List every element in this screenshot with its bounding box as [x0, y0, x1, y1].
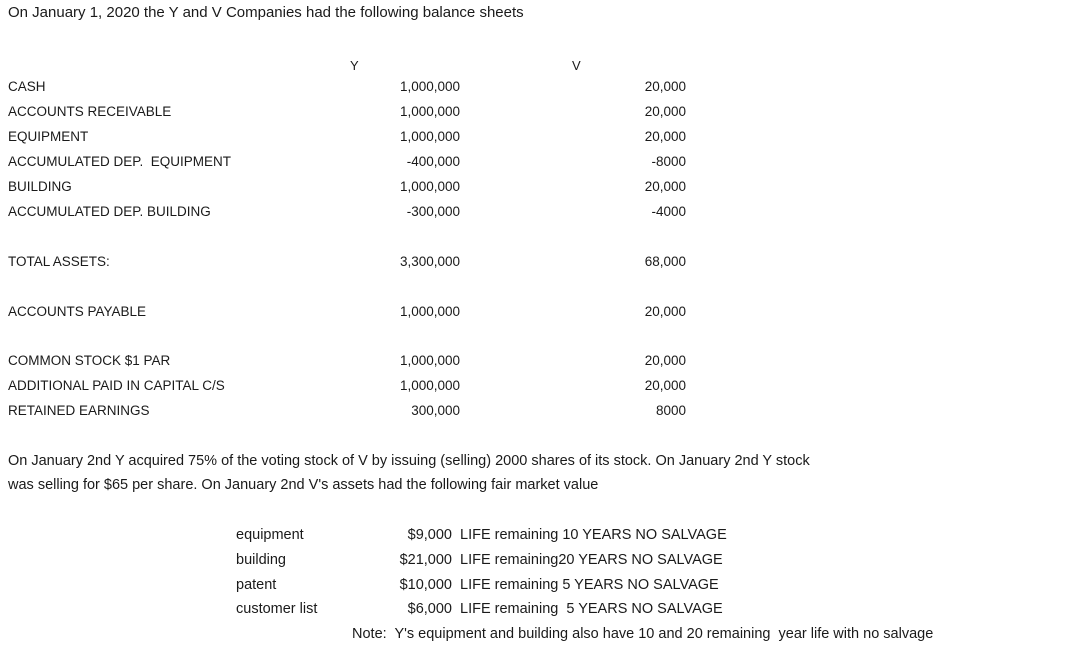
acquisition-text-line1: On January 2nd Y acquired 75% of the voting stock of V by issuing (selling) 2000 shares of its stock. On January 2nd Y stock	[8, 453, 810, 469]
row-y-total-assets: 3,300,000	[399, 254, 460, 269]
row-v-retained-earnings: 8000	[655, 403, 686, 418]
row-label-accum-dep-building: ACCUMULATED DEP. BUILDING	[8, 204, 211, 219]
row-label-accum-dep-equipment: ACCUMULATED DEP. EQUIPMENT	[8, 154, 232, 169]
intro-text: On January 1, 2020 the Y and V Companies had the following balance sheets	[8, 4, 524, 21]
acquisition-text-line2: was selling for $65 per share. On January 2nd V's assets had the following fair market value	[8, 477, 599, 493]
fmv-amount-equipment: $9,000	[407, 527, 452, 543]
row-v-total-assets: 68,000	[644, 254, 686, 269]
row-label-additional-paid-in-capital: ADDITIONAL PAID IN CAPITAL C/S	[8, 378, 225, 393]
row-v-accum-dep-equipment: -8000	[651, 154, 686, 169]
row-y-retained-earnings: 300,000	[411, 403, 460, 418]
row-label-accounts-receivable: ACCOUNTS RECEIVABLE	[8, 104, 172, 119]
row-y-additional-paid-in-capital: 1,000,000	[399, 378, 460, 393]
fmv-life-building: LIFE remaining20 YEARS NO SALVAGE	[460, 552, 723, 568]
row-y-accounts-payable: 1,000,000	[399, 304, 460, 319]
row-y-accum-dep-equipment: -400,000	[406, 154, 460, 169]
row-v-cash: 20,000	[644, 79, 686, 94]
row-label-equipment: EQUIPMENT	[8, 129, 89, 144]
row-v-additional-paid-in-capital: 20,000	[644, 378, 686, 393]
row-label-retained-earnings: RETAINED EARNINGS	[8, 403, 150, 418]
row-y-accounts-receivable: 1,000,000	[399, 104, 460, 119]
column-header-y: Y	[350, 58, 359, 73]
row-v-building: 20,000	[644, 179, 686, 194]
row-label-accounts-payable: ACCOUNTS PAYABLE	[8, 304, 147, 319]
row-v-accum-dep-building: -4000	[651, 204, 686, 219]
row-v-accounts-payable: 20,000	[644, 304, 686, 319]
fmv-amount-customer-list: $6,000	[407, 601, 452, 617]
row-label-building: BUILDING	[8, 179, 72, 194]
fmv-life-customer-list: LIFE remaining 5 YEARS NO SALVAGE	[460, 601, 723, 617]
row-v-equipment: 20,000	[644, 129, 686, 144]
row-y-common-stock: 1,000,000	[399, 353, 460, 368]
row-label-total-assets: TOTAL ASSETS:	[8, 254, 110, 269]
note-text: Note: Y's equipment and building also have 10 and 20 remaining year life with no salvage	[352, 626, 934, 642]
fmv-item-patent: patent	[236, 577, 277, 593]
row-y-accum-dep-building: -300,000	[406, 204, 460, 219]
fmv-life-equipment: LIFE remaining 10 YEARS NO SALVAGE	[460, 527, 727, 543]
fmv-amount-patent: $10,000	[399, 577, 452, 593]
row-v-common-stock: 20,000	[644, 353, 686, 368]
row-y-equipment: 1,000,000	[399, 129, 460, 144]
fmv-amount-building: $21,000	[399, 552, 452, 568]
row-v-accounts-receivable: 20,000	[644, 104, 686, 119]
column-header-v: V	[572, 58, 581, 73]
row-label-common-stock: COMMON STOCK $1 PAR	[8, 353, 171, 368]
fmv-item-equipment: equipment	[236, 527, 304, 543]
row-y-building: 1,000,000	[399, 179, 460, 194]
fmv-item-customer-list: customer list	[236, 601, 318, 617]
row-label-cash: CASH	[8, 79, 46, 94]
fmv-item-building: building	[236, 552, 286, 568]
row-y-cash: 1,000,000	[399, 79, 460, 94]
fmv-life-patent: LIFE remaining 5 YEARS NO SALVAGE	[460, 577, 719, 593]
